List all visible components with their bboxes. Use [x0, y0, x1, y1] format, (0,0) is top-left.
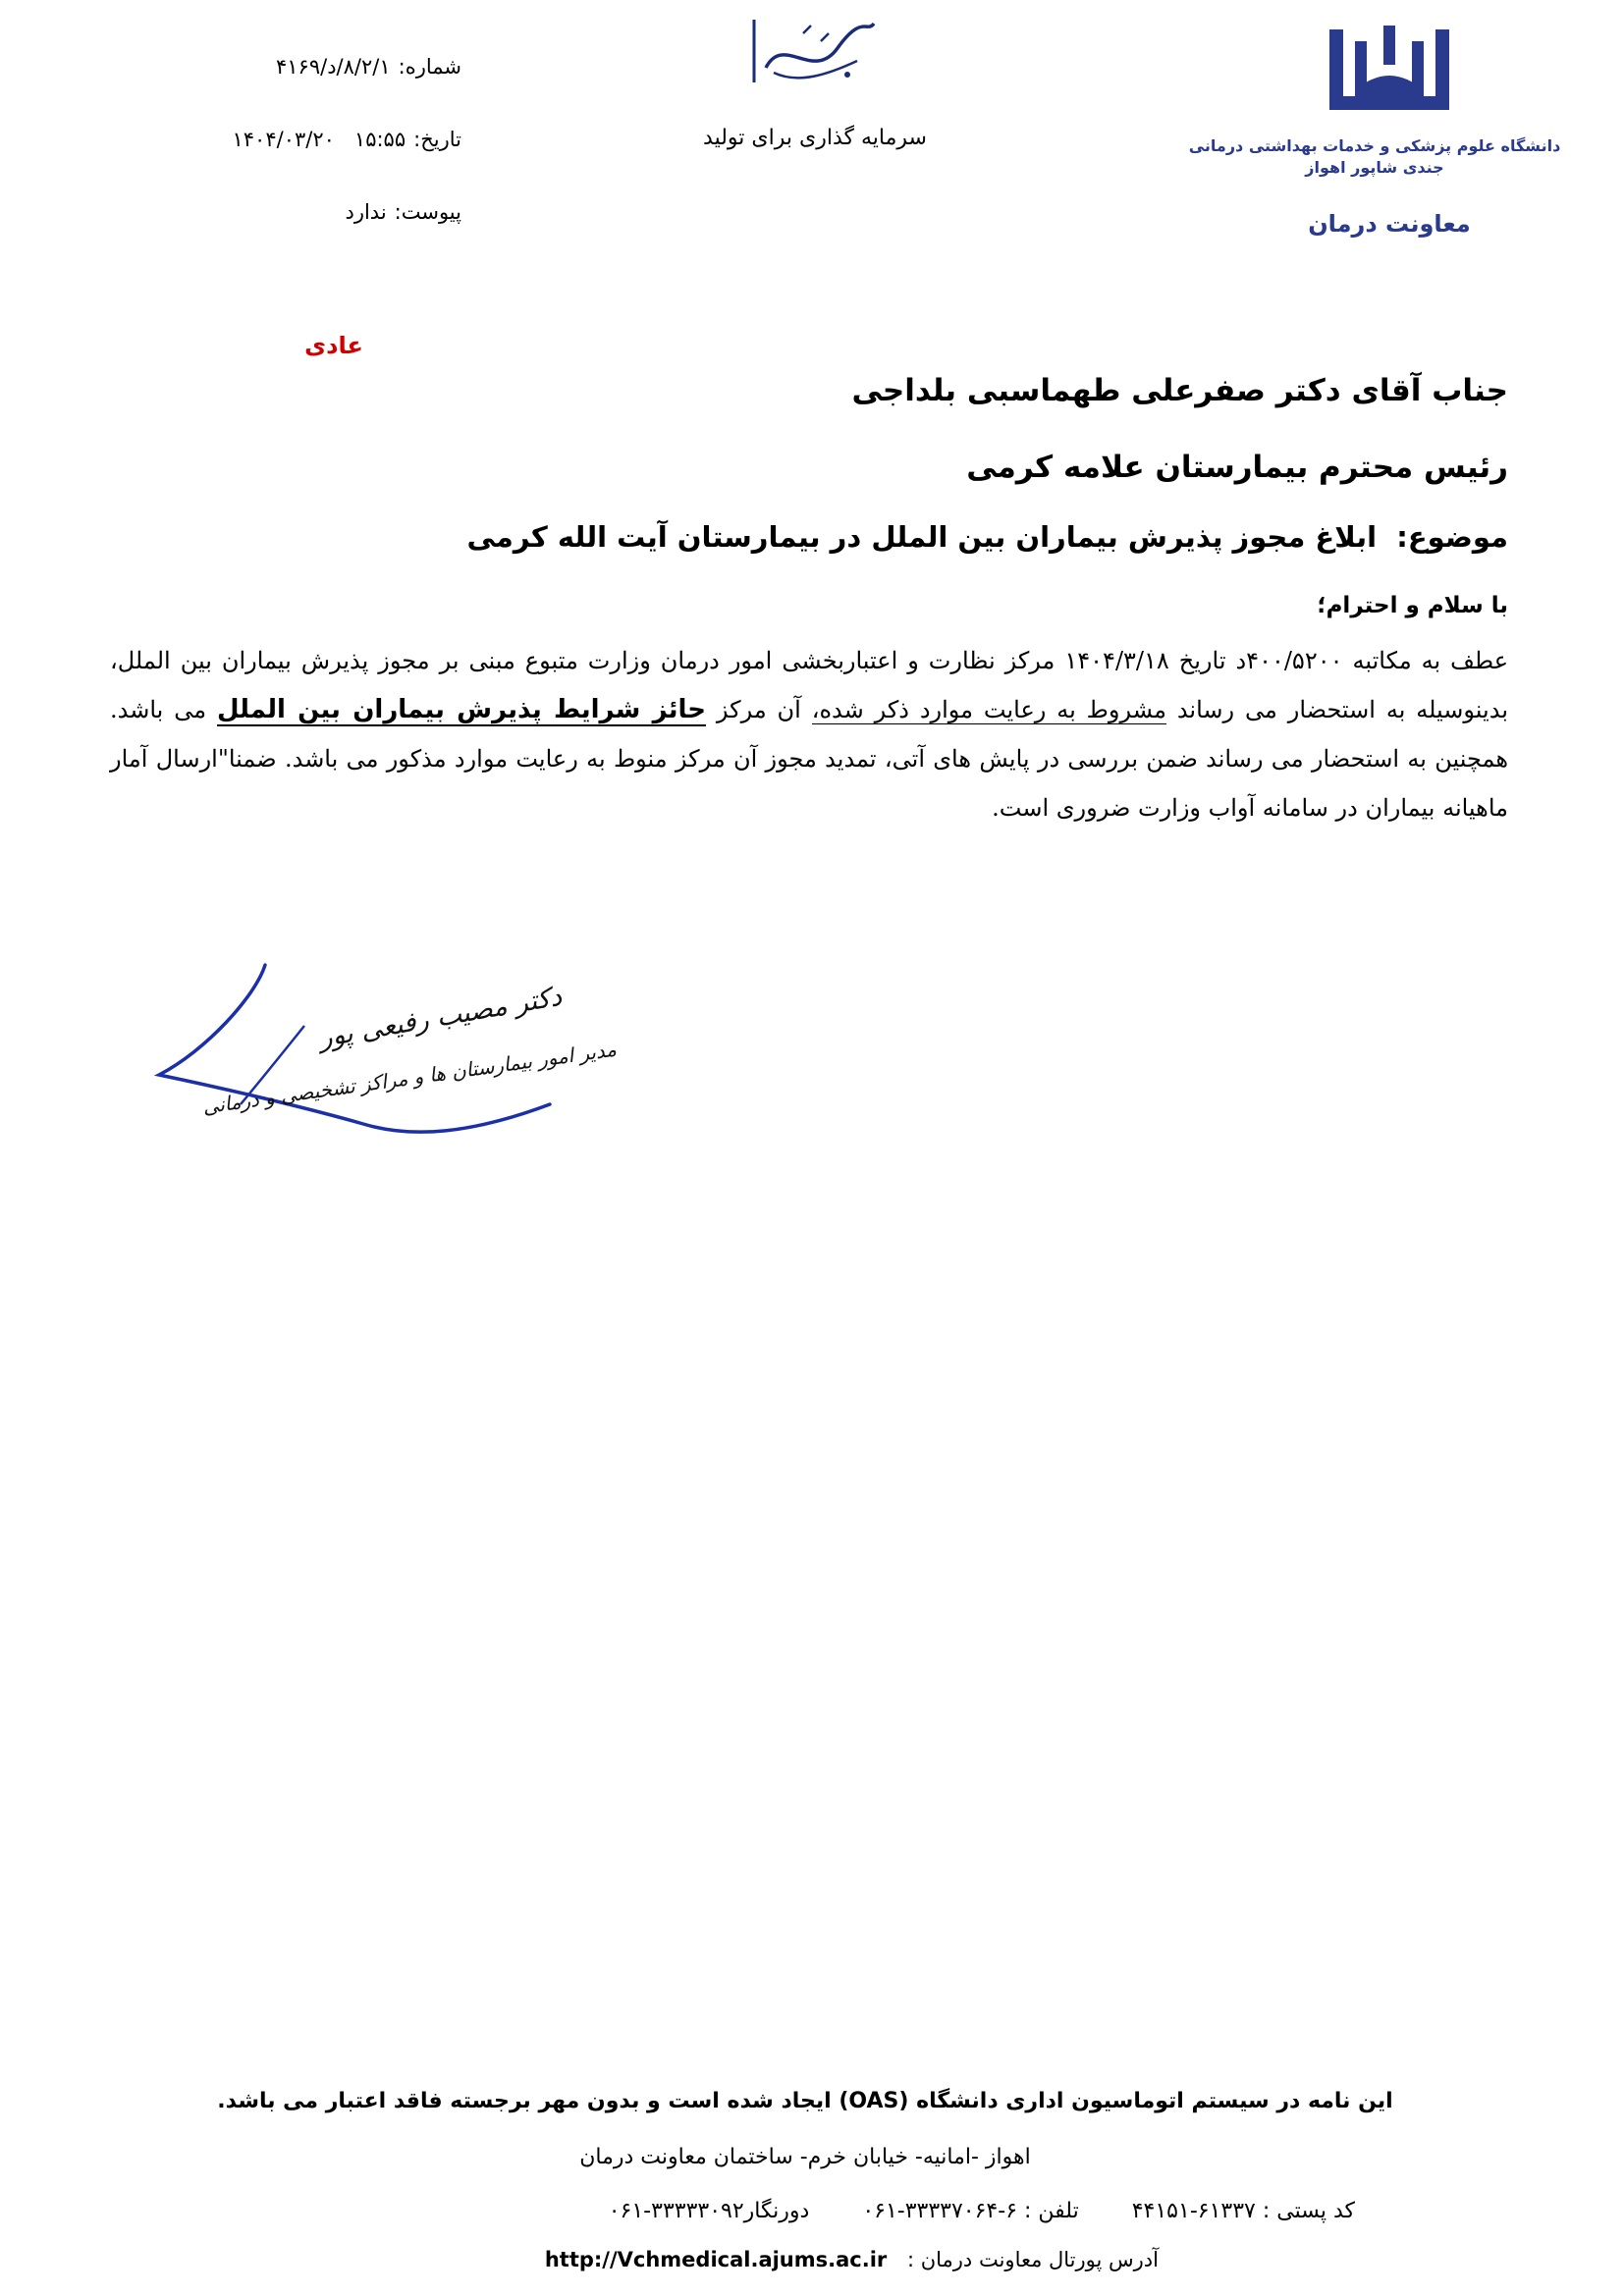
letter-date-value: ۱۴۰۴/۰۳/۲۰: [232, 128, 335, 151]
slogan: سرمایه گذاری برای تولید: [703, 126, 927, 150]
body-underlined: مشروط به رعایت موارد ذکر شده،: [811, 696, 1166, 723]
recipient-title: رئیس محترم بیمارستان علامه کرمی: [966, 450, 1508, 485]
footer-portal: [491, 2248, 1159, 2271]
letter-attachment: [157, 202, 461, 223]
letter-attachment-label: پیوست:: [394, 200, 461, 224]
footer-portal-link[interactable]: http://Vchmedical.ajums.ac.ir: [544, 2248, 888, 2271]
footer-postal: کد پستی : ۶۱۳۳۷-۴۴۱۵۱: [1131, 2199, 1355, 2223]
recipient-name: جناب آقای دکتر صفرعلی طهماسبی بلداجی: [851, 373, 1508, 408]
body-bold-underlined: حائز شرایط پذیرش بیماران بین الملل: [216, 695, 707, 724]
signature-title: مدیر امور بیمارستان ها و مراکز تشخیصی و درمانی: [200, 1037, 619, 1119]
greeting: با سلام و احترام؛: [1317, 593, 1508, 618]
university-name: [1178, 135, 1571, 178]
calligraphy-logo: [744, 14, 882, 92]
subject-line: [467, 520, 1508, 554]
body-part-2: آن مرکز: [706, 696, 812, 723]
university-logo: [1326, 22, 1453, 118]
body-part-3: می باشد. همچنین به استحضار می رساند ضمن بررسی در پایش های آتی، تمدید مجوز آن مرکز منوط به رعایت موارد مذکور می باشد. ضمنا"ارسال آمار ماهیانه بیماران در سامانه آواب وزارت ضروری است.: [110, 696, 1508, 822]
letter-body: [110, 636, 1508, 832]
priority-label: عادی: [304, 332, 363, 359]
signature-name: دکتر مصیب رفیعی پور: [316, 981, 565, 1054]
footer-portal-label: آدرس پورتال معاونت درمان :: [906, 2248, 1159, 2271]
footer-phone: تلفن : ۶-۳۳۳۳۷۰۶۴-۰۶۱: [862, 2199, 1079, 2223]
subject-text: ابلاغ مجوز پذیرش بیماران بین الملل در بیمارستان آیت الله کرمی: [466, 520, 1378, 554]
letter-date-label: تاریخ:: [413, 128, 461, 151]
department-name: معاونت درمان: [1308, 210, 1471, 238]
signature: [147, 957, 619, 1163]
footer-contact: [324, 2199, 1355, 2223]
footer-fax: دورنگار۳۳۳۳۳۰۹۲-۰۶۱: [608, 2199, 810, 2223]
university-name-line2: جندی شاپور اهواز: [1305, 157, 1444, 177]
footer-address: اهواز -امانیه- خیابان خرم- ساختمان معاونت درمان: [579, 2145, 1031, 2169]
subject-label: موضوع:: [1396, 520, 1508, 554]
letter-attachment-value: ندارد: [345, 200, 387, 224]
footer-disclaimer: این نامه در سیستم اتوماسیون اداری دانشگاه (OAS) ایجاد شده است و بدون مهر برجسته فاقد اعتبار می باشد.: [217, 2089, 1393, 2113]
letter-number-value: ۸/۲/۱/د/۴۱۶۹: [276, 55, 391, 79]
letter-time-value: ۱۵:۵۵: [353, 128, 406, 151]
letter-number-label: شماره:: [398, 55, 461, 79]
letter-number: [157, 57, 461, 78]
letter-date: [157, 130, 461, 150]
body-part-1: عطف به مکاتبه ۴۰۰/۵۲۰۰د تاریخ ۱۴۰۴/۳/۱۸ مرکز نظارت و اعتباربخشی امور درمان وزارت متبوع مبنی بر مجوز پذیرش بیماران بین الملل، بدینوسیله به استحضار می رساند: [110, 647, 1509, 723]
university-name-line1: دانشگاه علوم پزشکی و خدمات بهداشتی درمانی: [1188, 136, 1561, 155]
